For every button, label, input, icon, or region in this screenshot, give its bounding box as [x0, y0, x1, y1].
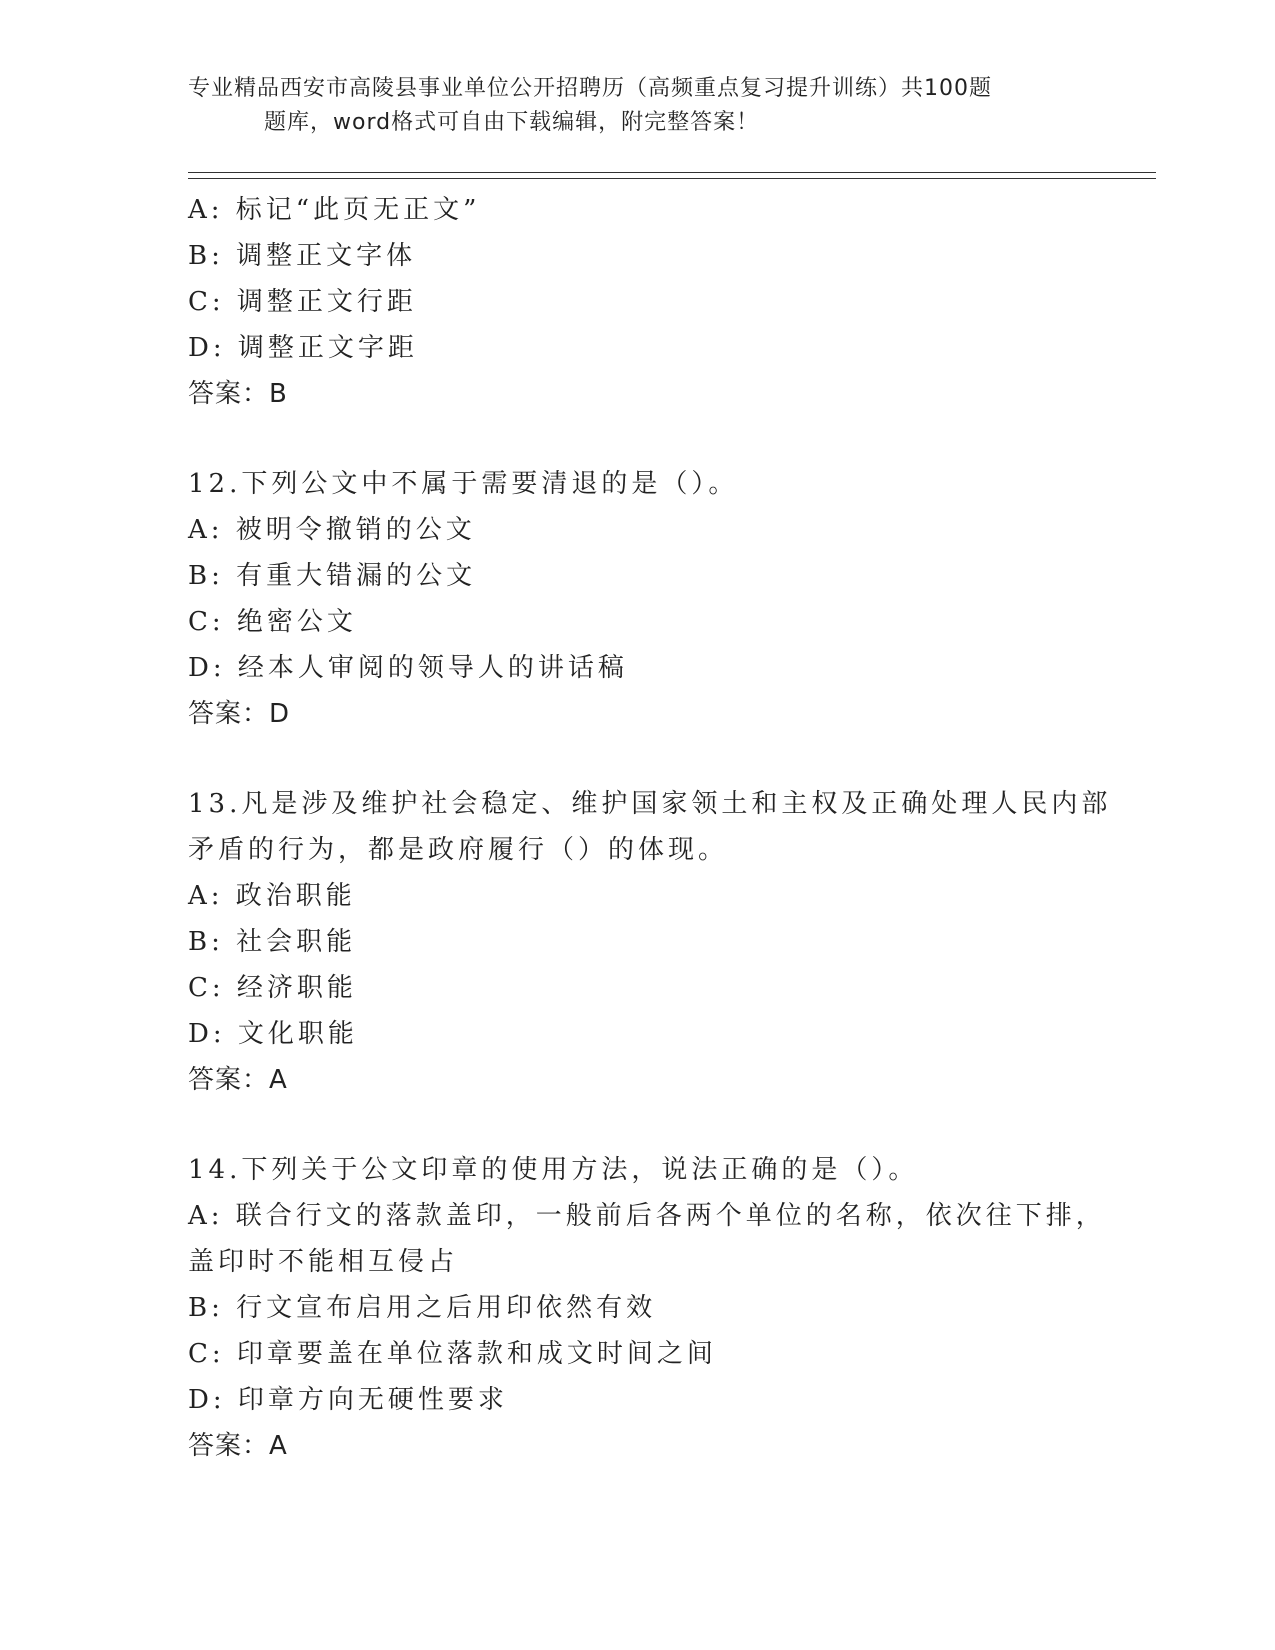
question-13-block — [188, 781, 1112, 1103]
header-rule-bottom — [188, 178, 1156, 179]
option-c: C: 印章要盖在单位落款和成文时间之间 — [188, 1339, 717, 1369]
option-c: C: 经济职能 — [188, 973, 357, 1003]
option-b: B: 有重大错漏的公文 — [188, 561, 477, 591]
option-b: B: 社会职能 — [188, 927, 357, 957]
option-c: C: 绝密公文 — [188, 607, 357, 637]
header-title-line-2: 题库，word格式可自由下载编辑，附完整答案！ — [264, 110, 760, 135]
question-text-line-2: 矛盾的行为，都是政府履行（）的体现。 — [188, 835, 729, 865]
question-list — [188, 187, 1112, 1469]
option-b: B: 行文宣布启用之后用印依然有效 — [188, 1293, 657, 1323]
header-title-line-1: 专业精品西安市高陵县事业单位公开招聘历（高频重点复习提升训练）共100题 — [188, 76, 992, 101]
question-11-block — [188, 187, 1088, 417]
question-text: 12.下列公文中不属于需要清退的是（）。 — [188, 469, 739, 499]
question-text: 14.下列关于公文印章的使用方法，说法正确的是（）。 — [188, 1155, 919, 1185]
question-12-block — [188, 461, 1088, 737]
option-d: D: 印章方向无硬性要求 — [188, 1385, 508, 1415]
answer-line: 答案：D — [188, 699, 291, 729]
header-rule-top — [188, 172, 1156, 173]
option-b: B: 调整正文字体 — [188, 241, 417, 271]
option-a: A: 政治职能 — [188, 881, 356, 911]
question-text-line-1: 13.凡是涉及维护社会稳定、维护国家领土和主权及正确处理人民内部 — [188, 789, 1112, 819]
answer-line: 答案：B — [188, 379, 288, 409]
option-d: D: 经本人审阅的领导人的讲话稿 — [188, 653, 628, 683]
answer-line: 答案：A — [188, 1431, 288, 1461]
option-a-line-1: A: 联合行文的落款盖印，一般前后各两个单位的名称，依次往下排， — [188, 1201, 1106, 1231]
option-a: A: 标记“此页无正文” — [188, 195, 481, 225]
option-a-line-2: 盖印时不能相互侵占 — [188, 1247, 459, 1277]
question-14-block — [188, 1147, 1106, 1469]
answer-line: 答案：A — [188, 1065, 288, 1095]
option-c: C: 调整正文行距 — [188, 287, 417, 317]
option-d: D: 调整正文字距 — [188, 333, 418, 363]
option-d: D: 文化职能 — [188, 1019, 358, 1049]
document-header — [188, 72, 1068, 140]
option-a: A: 被明令撤销的公文 — [188, 515, 476, 545]
